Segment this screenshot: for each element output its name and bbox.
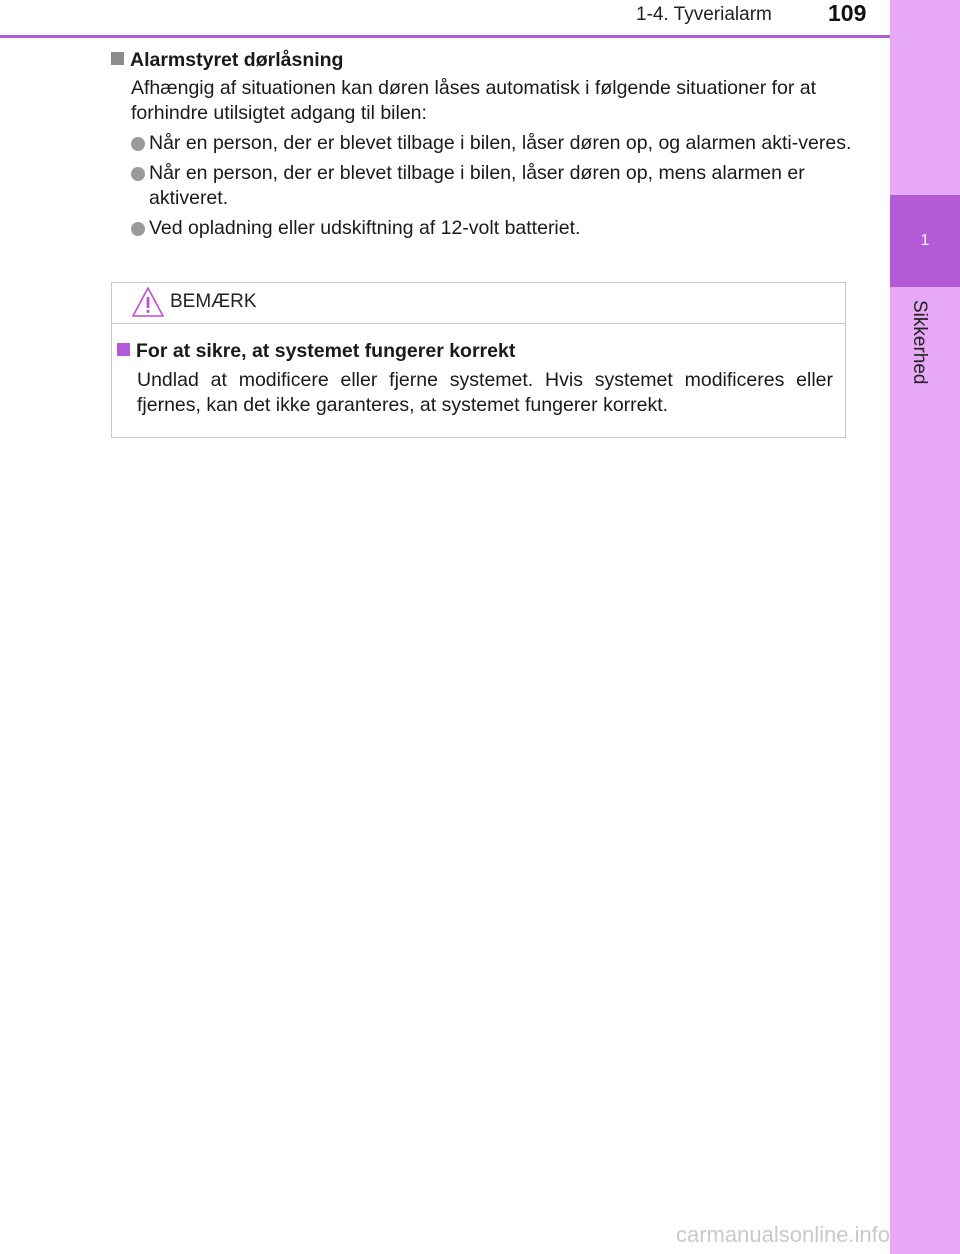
list-item-text: Ved opladning eller udskiftning af 12-volt batteriet.: [149, 217, 581, 239]
note-header: [112, 283, 845, 324]
square-bullet-icon: [117, 343, 130, 356]
list-item: [131, 161, 853, 211]
circle-bullet-icon: [131, 167, 145, 181]
header-section-title: 1-4. Tyverialarm: [636, 4, 772, 25]
note-title: BEMÆRK: [170, 291, 257, 312]
chapter-label: Sikkerhed: [909, 300, 930, 385]
page-number: 109: [828, 0, 867, 26]
watermark: carmanualsonline.info: [676, 1222, 891, 1247]
section-heading: [111, 49, 343, 72]
list-item: [131, 216, 853, 241]
note-heading-text: For at sikre, at systemet fungerer korrekt: [136, 340, 516, 362]
circle-bullet-icon: [131, 222, 145, 236]
section-heading-text: Alarmstyret dørlåsning: [130, 49, 344, 71]
note-heading: [117, 340, 515, 363]
header-rule: [0, 35, 890, 38]
list-item: [131, 131, 853, 156]
intro-paragraph: Afhængig af situationen kan døren låses automatisk i følgende situationer for at forhindre utilsigtet adgang til bilen:: [131, 77, 817, 124]
square-bullet-icon: [111, 52, 124, 65]
side-strip: [890, 0, 960, 1254]
warning-triangle-icon: [131, 286, 165, 318]
bullet-list: [131, 131, 853, 246]
note-text: Undlad at modificere eller fjerne systemet. Hvis systemet modificeres eller fjernes, kan det ikke garanteres, at systemet fungerer korrekt.: [137, 369, 833, 416]
list-item-text: Når en person, der er blevet tilbage i bilen, låser døren op, mens alarmen er aktiveret.: [149, 162, 805, 209]
chapter-number: 1: [920, 232, 930, 249]
circle-bullet-icon: [131, 137, 145, 151]
note-box: [111, 282, 846, 438]
list-item-text: Når en person, der er blevet tilbage i bilen, låser døren op, og alarmen akti-veres.: [149, 132, 852, 154]
